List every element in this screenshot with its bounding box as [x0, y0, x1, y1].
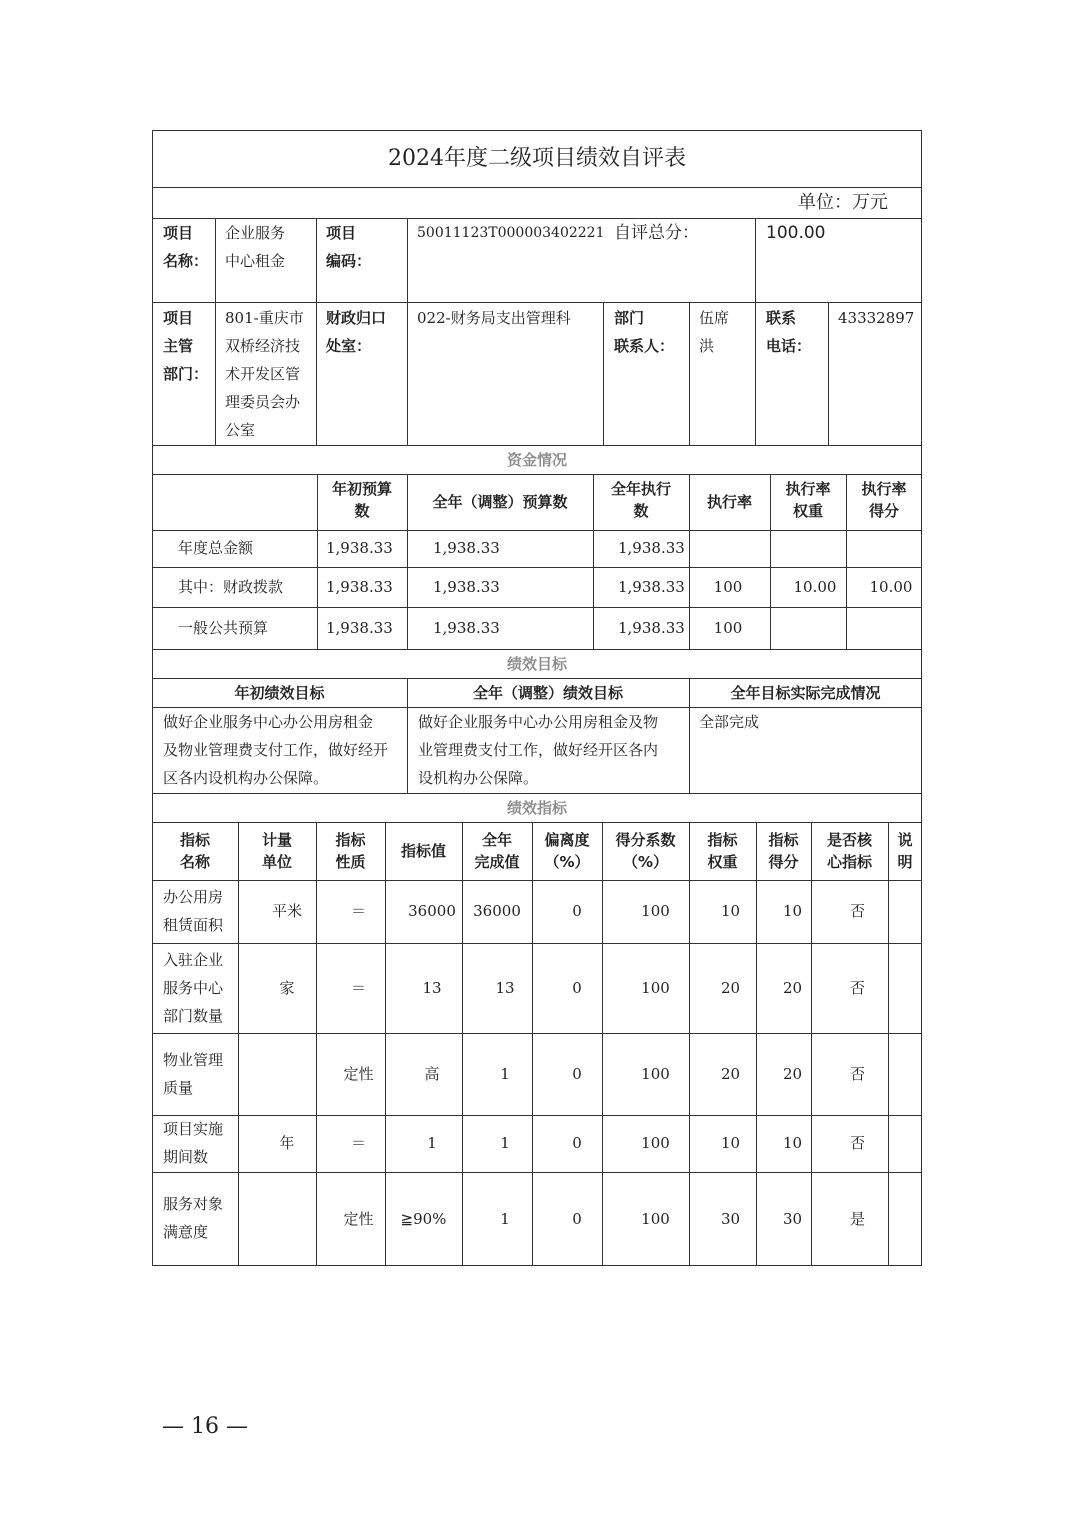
ind-header: 得分系数 — [615, 831, 676, 849]
ind-name: 服务中心 — [163, 979, 224, 997]
finance-label-1: 财政归口 — [326, 309, 387, 327]
funds-cell: 100 — [713, 619, 743, 637]
ind-name: 期间数 — [163, 1148, 209, 1166]
ind-name: 物业管理 — [163, 1051, 224, 1069]
dept-value-2: 双桥经济技 — [225, 337, 301, 355]
ind-cell: 13 — [495, 979, 515, 997]
funds-cell: 1,938.33 — [618, 619, 685, 637]
ind-cell: 家 — [279, 979, 295, 997]
ind-cell: 20 — [720, 979, 741, 997]
goals-header-initial: 年初绩效目标 — [234, 684, 325, 702]
contact-value-1: 伍席 — [699, 309, 730, 327]
ind-cell: 否 — [849, 902, 865, 920]
ind-name: 部门数量 — [163, 1007, 224, 1025]
ind-name: 服务对象 — [163, 1195, 224, 1213]
funds-cell: 10.00 — [869, 578, 913, 596]
funds-header-adjusted: 全年（调整）预算数 — [432, 493, 568, 511]
indicators-section-title: 绩效指标 — [506, 799, 567, 817]
ind-cell: 10 — [720, 902, 741, 920]
ind-cell: ＝ — [350, 902, 366, 920]
contact-label-1: 部门 — [614, 309, 645, 327]
ind-cell: 20 — [782, 979, 803, 997]
funds-header-initial-1: 年初预算 — [331, 480, 392, 498]
project-name-label-1: 项目 — [163, 224, 194, 242]
score-value: 100.00 — [766, 223, 826, 243]
ind-cell: 高 — [424, 1065, 440, 1083]
phone-value: 43332897 — [838, 309, 915, 327]
ind-header: 全年 — [481, 831, 512, 849]
funds-header-score-1: 执行率 — [861, 480, 907, 498]
ind-cell: 1 — [427, 1134, 437, 1152]
ind-header: 完成值 — [474, 853, 520, 871]
unit-label: 单位：万元 — [798, 192, 888, 213]
ind-name: 质量 — [163, 1079, 194, 1097]
goals-header-completion: 全年目标实际完成情况 — [730, 684, 881, 702]
funds-row-label: 一般公共预算 — [178, 619, 269, 637]
ind-header: 单位 — [261, 853, 292, 871]
dept-label-3: 部门： — [163, 365, 209, 383]
ind-header: 心指标 — [826, 853, 872, 871]
project-name-value-1: 企业服务 — [225, 224, 286, 242]
ind-header: （%） — [544, 853, 590, 871]
funds-cell: 1,938.33 — [326, 539, 393, 557]
funds-cell: 10.00 — [793, 578, 837, 596]
ind-cell: 否 — [849, 979, 865, 997]
ind-cell: 20 — [782, 1065, 803, 1083]
project-code-label-1: 项目 — [326, 224, 357, 242]
funds-header-rate: 执行率 — [706, 493, 752, 511]
goal-initial-line-3: 区各内设机构办公保障。 — [163, 769, 329, 787]
ind-header: 性质 — [335, 853, 366, 871]
dept-value-4: 理委员会办 — [225, 393, 301, 411]
page-number: — 16 — — [162, 1414, 248, 1439]
ind-cell: 30 — [782, 1210, 803, 1228]
funds-row-label: 年度总金额 — [178, 539, 254, 557]
funds-cell: 1,938.33 — [433, 578, 500, 596]
funds-section-title: 资金情况 — [506, 451, 567, 469]
phone-label-1: 联系 — [766, 309, 797, 327]
ind-header: 名称 — [179, 853, 210, 871]
funds-header-executed-2: 数 — [633, 502, 649, 520]
ind-header: 指标 — [707, 831, 738, 849]
ind-cell: 100 — [641, 979, 670, 997]
ind-cell: 30 — [720, 1210, 741, 1228]
funds-cell: 1,938.33 — [326, 578, 393, 596]
ind-header: 计量 — [261, 831, 292, 849]
ind-cell: 0 — [572, 979, 582, 997]
finance-label-2: 处室： — [326, 337, 372, 355]
score-label: 自评总分： — [614, 223, 699, 243]
project-name-value-2: 中心租金 — [225, 252, 286, 270]
ind-cell: 10 — [720, 1134, 741, 1152]
funds-header-weight-2: 权重 — [792, 502, 823, 520]
funds-cell: 1,938.33 — [433, 539, 500, 557]
ind-header: 明 — [897, 853, 913, 871]
ind-cell: 0 — [572, 1210, 582, 1228]
ind-cell: 1 — [500, 1210, 510, 1228]
funds-header-score-2: 得分 — [868, 502, 899, 520]
goal-adjusted-line-2: 业管理费支付工作，做好经开区各内 — [418, 741, 659, 759]
ind-header: 是否核 — [826, 831, 872, 849]
ind-cell: 13 — [422, 979, 442, 997]
ind-cell: 0 — [572, 902, 582, 920]
ind-cell: 36000 — [408, 902, 456, 920]
ind-cell: ＝ — [350, 979, 366, 997]
project-code-label-2: 编码： — [326, 252, 372, 270]
ind-cell: 定性 — [343, 1065, 374, 1083]
finance-value: 022-财务局支出管理科 — [417, 309, 571, 327]
goal-initial-line-1: 做好企业服务中心办公用房租金 — [163, 713, 374, 731]
ind-header: 指标 — [768, 831, 799, 849]
ind-cell: 10 — [782, 1134, 803, 1152]
contact-value-2: 洪 — [699, 337, 715, 355]
ind-header: （%） — [622, 853, 669, 871]
ind-header: 指标 — [335, 831, 366, 849]
funds-cell: 1,938.33 — [618, 578, 685, 596]
ind-cell: 100 — [641, 1134, 670, 1152]
ind-cell: 1 — [500, 1065, 510, 1083]
ind-cell: 0 — [572, 1134, 582, 1152]
ind-cell: 平米 — [271, 902, 302, 920]
ind-cell: 1 — [500, 1134, 510, 1152]
dept-value-3: 术开发区管 — [225, 365, 301, 383]
dept-value-1: 801-重庆市 — [225, 309, 304, 327]
ind-header: 偏离度 — [544, 831, 590, 849]
goal-adjusted-line-3: 设机构办公保障。 — [418, 769, 539, 787]
dept-value-5: 公室 — [225, 421, 256, 439]
contact-label-2: 联系人： — [614, 337, 675, 355]
project-code-value: 50011123T000003402221 — [417, 225, 605, 241]
project-name-label-2: 名称： — [163, 252, 209, 270]
ind-cell: 否 — [849, 1134, 865, 1152]
funds-cell: 100 — [713, 578, 743, 596]
ind-name: 入驻企业 — [163, 951, 224, 969]
ind-cell: 100 — [641, 1210, 670, 1228]
funds-cell: 1,938.33 — [618, 539, 685, 557]
dept-label-2: 主管 — [163, 337, 194, 355]
ind-cell: 否 — [849, 1065, 865, 1083]
ind-cell: 10 — [782, 902, 803, 920]
ind-header: 说 — [897, 831, 913, 849]
ind-header: 指标 — [179, 831, 210, 849]
funds-header-weight-1: 执行率 — [785, 480, 831, 498]
ind-cell: ≧90% — [400, 1210, 447, 1228]
ind-cell: 年 — [279, 1134, 295, 1152]
funds-cell: 1,938.33 — [326, 619, 393, 637]
ind-name: 项目实施 — [163, 1120, 224, 1138]
ind-cell: 20 — [720, 1065, 741, 1083]
dept-label-1: 项目 — [163, 309, 194, 327]
ind-cell: 100 — [641, 1065, 670, 1083]
goals-header-adjusted: 全年（调整）绩效目标 — [472, 684, 623, 702]
goal-adjusted-line-1: 做好企业服务中心办公用房租金及物 — [418, 713, 659, 731]
ind-name: 办公用房 — [163, 888, 224, 906]
goal-completion: 全部完成 — [699, 713, 760, 731]
funds-row-label: 其中：财政拨款 — [178, 578, 284, 596]
phone-label-2: 电话： — [766, 337, 812, 355]
ind-header: 得分 — [768, 853, 799, 871]
ind-name: 租赁面积 — [163, 916, 224, 934]
ind-name: 满意度 — [163, 1223, 209, 1241]
goals-section-title: 绩效目标 — [506, 655, 567, 673]
page-title: 2024年度二级项目绩效自评表 — [388, 146, 686, 171]
ind-header: 指标值 — [400, 842, 446, 860]
ind-cell: 定性 — [343, 1210, 374, 1228]
ind-cell: 是 — [849, 1210, 865, 1228]
funds-header-initial-2: 数 — [354, 502, 370, 520]
ind-cell: 0 — [572, 1065, 582, 1083]
ind-cell: 100 — [641, 902, 670, 920]
ind-cell: 36000 — [473, 902, 521, 920]
funds-cell: 1,938.33 — [433, 619, 500, 637]
ind-header: 权重 — [707, 853, 738, 871]
funds-header-executed-1: 全年执行 — [610, 480, 671, 498]
goal-initial-line-2: 及物业管理费支付工作，做好经开 — [163, 741, 389, 759]
ind-cell: ＝ — [350, 1134, 366, 1152]
